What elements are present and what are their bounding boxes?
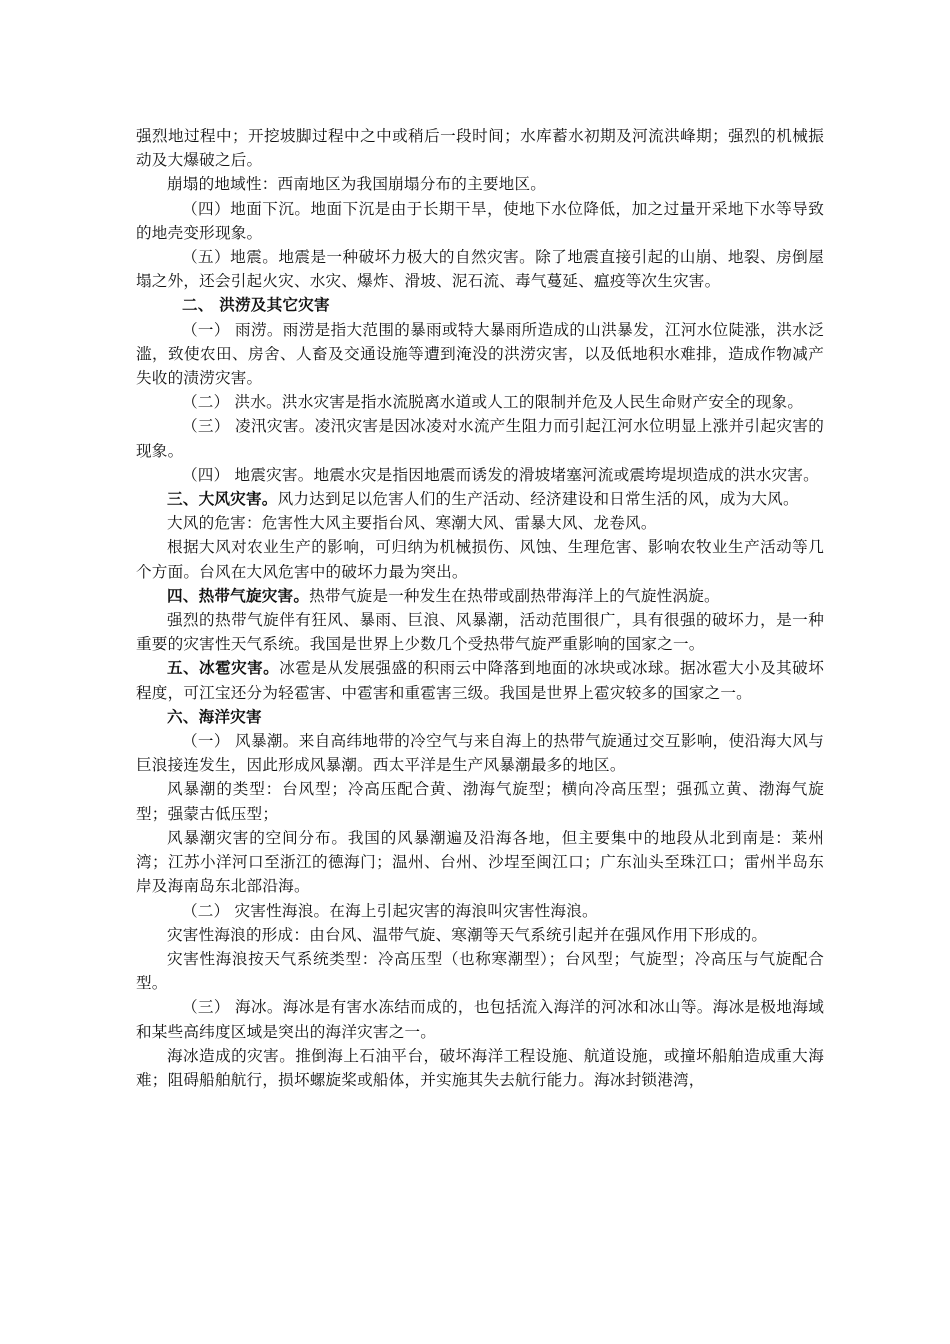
paragraph xyxy=(136,172,824,196)
paragraph xyxy=(136,947,824,995)
document-page xyxy=(136,124,824,1092)
paragraph-text: （四）地面下沉。地面下沉是由于长期干旱，使地下水位降低，加之过量开采地下水等导致的地壳变形现象。 xyxy=(136,199,824,242)
paragraph xyxy=(136,487,824,511)
paragraph-text: （三） 海冰。海冰是有害水冻结而成的，也包括流入海洋的河冰和冰山等。海冰是极地海域和某些高纬度区域是突出的海洋灾害之一。 xyxy=(136,998,824,1041)
paragraph-text: 强烈地过程中；开挖坡脚过程中之中或稍后一段时间；水库蓄水初期及河流洪峰期；强烈的机械振动及大爆破之后。 xyxy=(136,127,824,170)
paragraph xyxy=(136,923,824,947)
paragraph xyxy=(136,414,824,462)
paragraph-text: 强烈的热带气旋伴有狂风、暴雨、巨浪、风暴潮，活动范围很广，具有很强的破坏力，是一种重要的灾害性天气系统。我国是世界上少数几个受热带气旋严重影响的国家之一。 xyxy=(136,611,824,654)
paragraph-text: 风力达到足以危害人们的生产活动、经济建设和日常生活的风，成为大风。 xyxy=(277,490,799,509)
paragraph xyxy=(136,463,824,487)
paragraph-text: 六、海洋灾害 xyxy=(167,706,262,726)
paragraph-text: （五）地震。地震是一种破坏力极大的自然灾害。除了地震直接引起的山崩、地裂、房倒屋塌之外，还会引起火灾、水灾、爆炸、滑坡、泥石流、毒气蔓延、瘟疫等次生灾害。 xyxy=(136,248,824,291)
paragraph-lead: 五、冰雹灾害。 xyxy=(167,658,280,678)
paragraph xyxy=(136,777,824,825)
paragraph-text: （一） 雨涝。雨涝是指大范围的暴雨或特大暴雨所造成的山洪暴发，江河水位陡涨，洪水泛滥，致使农田、房舍、人畜及交通设施等遭到淹没的洪涝灾害，以及低地积水难排，造成作物减产失收的渍涝灾害。 xyxy=(136,320,824,388)
paragraph-text: 二、 洪涝及其它灾害 xyxy=(182,295,330,315)
paragraph xyxy=(136,608,824,656)
paragraph xyxy=(136,390,824,414)
paragraph-text: （二） 洪水。洪水灾害是指水流脱离水道或人工的限制并危及人民生命财产安全的现象。 xyxy=(182,393,804,412)
paragraph-text: 崩塌的地域性：西南地区为我国崩塌分布的主要地区。 xyxy=(167,175,547,194)
paragraph xyxy=(136,729,824,777)
paragraph xyxy=(136,197,824,245)
paragraph xyxy=(136,511,824,535)
paragraph-text: 风暴潮的类型：台风型；冷高压配合黄、渤海气旋型；横向冷高压型；强孤立黄、渤海气旋型；强蒙古低压型； xyxy=(136,780,824,823)
paragraph-text: 海冰造成的灾害。推倒海上石油平台，破坏海洋工程设施、航道设施，或撞坏船舶造成重大海难；阻碍船舶航行，损坏螺旋桨或船体，并实施其失去航行能力。海冰封锁港湾， xyxy=(136,1046,824,1089)
paragraph xyxy=(136,124,824,172)
paragraph xyxy=(136,995,824,1043)
paragraph xyxy=(136,584,824,608)
paragraph xyxy=(136,1044,824,1092)
paragraph-text: 大风的危害：危害性大风主要指台风、寒潮大风、雷暴大风、龙卷风。 xyxy=(167,514,657,533)
paragraph xyxy=(136,535,824,583)
paragraph-text: （一） 风暴潮。来自高纬地带的冷空气与来自海上的热带气旋通过交互影响，使沿海大风与巨浪接连发生，因此形成风暴潮。西太平洋是生产风暴潮最多的地区。 xyxy=(136,732,824,775)
paragraph-text: 冰雹是从发展强盛的积雨云中降落到地面的冰块或冰球。据冰雹大小及其破坏程度，可江宝还分为轻雹害、中雹害和重雹害三级。我国是世界上雹灾较多的国家之一。 xyxy=(136,659,824,702)
paragraph-text: 热带气旋是一种发生在热带或副热带海洋上的气旋性涡旋。 xyxy=(309,586,720,605)
section-heading xyxy=(136,293,824,317)
paragraph-text: 灾害性海浪按天气系统类型：冷高压型（也称寒潮型）；台风型；气旋型；冷高压与气旋配合型。 xyxy=(136,949,824,993)
paragraph xyxy=(136,826,824,899)
paragraph-text: 灾害性海浪的形成：由台风、温带气旋、寒潮等天气系统引起并在强风作用下形成的。 xyxy=(167,925,768,944)
paragraph-text: （二） 灾害性海浪。在海上引起灾害的海浪叫灾害性海浪。 xyxy=(182,901,598,920)
paragraph xyxy=(136,318,824,391)
paragraph-lead: 三、大风灾害。 xyxy=(167,489,278,509)
paragraph-text: 根据大风对农业生产的影响，可归纳为机械损伤、风蚀、生理危害、影响农牧业生产活动等几个方面。台风在大风危害中的破坏力最为突出。 xyxy=(136,538,824,581)
paragraph-text: （三） 凌汛灾害。凌汛灾害是因冰凌对水流产生阻力而引起江河水位明显上涨并引起灾害的现象。 xyxy=(136,417,824,460)
paragraph xyxy=(136,899,824,923)
paragraph xyxy=(136,245,824,293)
paragraph xyxy=(136,656,824,704)
paragraph-lead: 四、热带气旋灾害。 xyxy=(167,585,310,605)
paragraph-text: 风暴潮灾害的空间分布。我国的风暴潮遍及沿海各地，但主要集中的地段从北到南是：莱州湾；江苏小洋河口至浙江的德海门；温州、台州、沙埕至闽江口；广东汕头至珠江口；雷州半岛东岸及海南岛东北部沿海。 xyxy=(136,828,824,896)
section-heading xyxy=(136,705,824,729)
paragraph-text: （四） 地震灾害。地震水灾是指因地震而诱发的滑坡堵塞河流或震垮堤坝造成的洪水灾害。 xyxy=(182,465,819,484)
